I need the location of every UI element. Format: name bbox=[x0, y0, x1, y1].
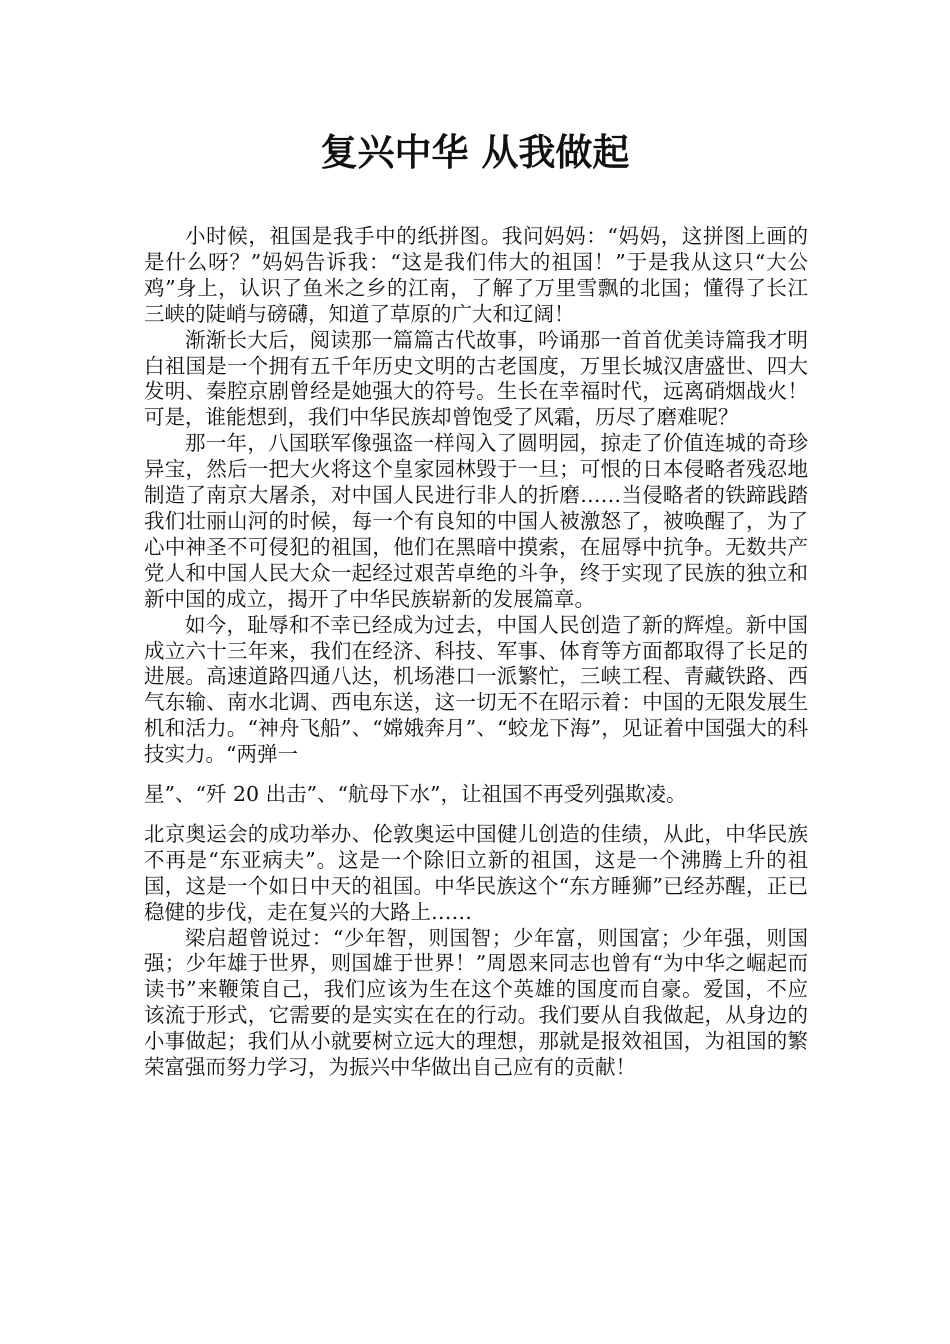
document-body bbox=[144, 224, 808, 1081]
paragraph-2: 渐渐长大后，阅读那一篇篇古代故事，吟诵那一首首优美诗篇我才明白祖国是一个拥有五千年历史文明的古老国度，万里长城汉唐盛世、四大发明、秦腔京剧曾经是她强大的符号。生长在幸福时代，远离硝烟战火！可是，谁能想到，我们中华民族却曾饱受了风霜，历尽了磨难呢？ bbox=[144, 327, 808, 430]
document-title: 复兴中华 从我做起 bbox=[320, 130, 630, 174]
paragraph-5: 北京奥运会的成功举办、伦敦奥运中国健儿创造的佳绩，从此，中华民族不再是“东亚病夫”。这是一个除旧立新的祖国，这是一个沸腾上升的祖国，这是一个如日中天的祖国。中华民族这个“东方睡狮”已经苏醒，正已稳健的步伐，走在复兴的大路上…… bbox=[144, 821, 808, 924]
paragraph-3: 那一年，八国联军像强盗一样闯入了圆明园，掠走了价值连城的奇珍异宝，然后一把大火将这个皇家园林毁于一旦；可恨的日本侵略者残忍地制造了南京大屠杀，对中国人民进行非人的折磨……当侵略者的铁蹄践踏我们壮丽山河的时候，每一个有良知的中国人被激怒了，被唤醒了，为了心中神圣不可侵犯的祖国，他们在黑暗中摸索，在屈辱中抗争。无数共产党人和中国人民大众一起经过艰苦卓绝的斗争，终于实现了民族的独立和新中国的成立，揭开了中华民族崭新的发展篇章。 bbox=[144, 431, 808, 611]
paragraph-1: 小时候，祖国是我手中的纸拼图。我问妈妈：“妈妈，这拼图上画的是什么呀？”妈妈告诉我：“这是我们伟大的祖国！”于是我从这只“大公鸡”身上，认识了鱼米之乡的江南，了解了万里雪飘的北国；懂得了长江三峡的陡峭与磅礴，知道了草原的广大和辽阔！ bbox=[144, 224, 808, 326]
paragraph-4-continued-line: 星”、“歼 20 出击”、“航母下水”，让祖国不再受列强欺凌。 bbox=[144, 782, 687, 807]
paragraph-4: 如今，耻辱和不幸已经成为过去，中国人民创造了新的辉煌。新中国成立六十三年来，我们在经济、科技、军事、体育等方面都取得了长足的进展。高速道路四通八达，机场港口一派繁忙，三峡工程、青藏铁路、西气东输、南水北调、西电东送，这一切无不在昭示着：中国的无限发展生机和活力。“神舟飞船”、“嫦娥奔月”、“蛟龙下海”，见证着中国强大的科技实力。“两弹一 bbox=[144, 612, 808, 767]
paragraph-6: 梁启超曾说过：“少年智，则国智；少年富，则国富；少年强，则国强；少年雄于世界，则国雄于世界！”周恩来同志也曾有“为中华之崛起而读书”来鞭策自己，我们应该为生在这个英雄的国度而自豪。爱国，不应该流于形式，它需要的是实实在在的行动。我们要从自我做起，从身边的小事做起；我们从小就要树立远大的理想，那就是报效祖国，为祖国的繁荣富强而努力学习，为振兴中华做出自己应有的贡献！ bbox=[144, 925, 808, 1080]
